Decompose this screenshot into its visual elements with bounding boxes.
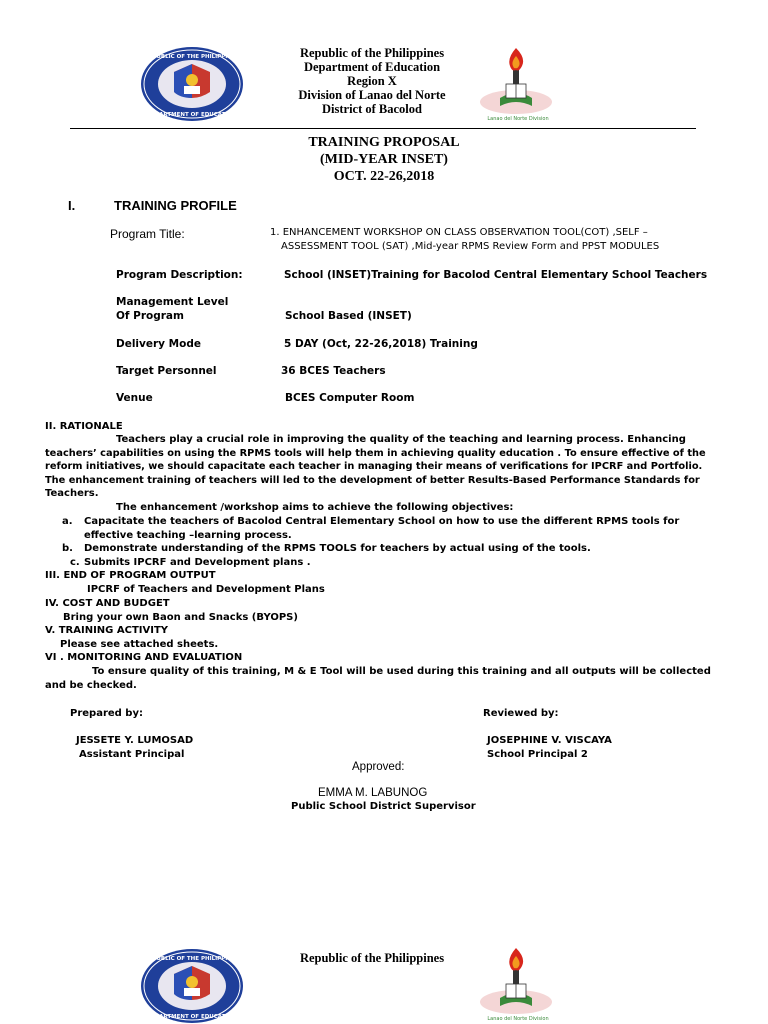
activity-text: Please see attached sheets. bbox=[60, 639, 219, 650]
logo-caption: Lanao del Norte Division bbox=[487, 116, 549, 122]
objective-b: Demonstrate understanding of the RPMS TOOLS for teachers by actual using of the tools. bbox=[84, 543, 591, 554]
venue-label: Venue bbox=[116, 392, 153, 404]
section-training-profile bbox=[68, 198, 237, 213]
rationale-line: The enhancement training of teachers will led to the development of better Results-Based Performance Standards for bbox=[45, 475, 700, 486]
prepared-by-label: Prepared by: bbox=[70, 708, 143, 719]
approved-title: Public School District Supervisor bbox=[291, 801, 476, 812]
seal-text-bottom: DEPARTMENT OF EDUCATION bbox=[147, 1014, 237, 1020]
objective-letter: a. bbox=[62, 516, 73, 527]
output-heading: III. END OF PROGRAM OUTPUT bbox=[45, 570, 216, 581]
monitoring-heading: VI . MONITORING AND EVALUATION bbox=[45, 652, 243, 663]
title-line-3: OCT. 22-26,2018 bbox=[333, 169, 435, 184]
seal-text-bottom: DEPARTMENT OF EDUCATION bbox=[147, 112, 237, 118]
title-line-2: (MID-YEAR INSET) bbox=[320, 152, 448, 167]
output-text: IPCRF of Teachers and Development Plans bbox=[87, 584, 325, 595]
approved-name: EMMA M. LABUNOG bbox=[318, 787, 428, 799]
target-personnel-value: 36 BCES Teachers bbox=[281, 365, 386, 377]
reviewed-by-name: JOSEPHINE V. VISCAYA bbox=[487, 735, 612, 746]
title-line-1: TRAINING PROPOSAL bbox=[308, 135, 460, 150]
objective-letter: c. bbox=[70, 557, 80, 568]
program-title-line-2: ASSESSMENT TOOL (SAT) ,Mid-year RPMS Review Form and PPST MODULES bbox=[281, 241, 660, 252]
delivery-mode-value: 5 DAY (Oct, 22-26,2018) Training bbox=[284, 338, 478, 350]
rationale-line: Teachers play a crucial role in improving the quality of the teaching and learning process. Enhancing bbox=[116, 434, 686, 445]
program-description-value: School (INSET)Training for Bacolod Central Elementary School Teachers bbox=[284, 269, 708, 281]
program-description-label: Program Description: bbox=[116, 269, 243, 281]
objectives-intro: The enhancement /workshop aims to achieve the following objectives: bbox=[116, 502, 514, 513]
venue-value: BCES Computer Room bbox=[285, 392, 415, 404]
section-number: I. bbox=[68, 198, 76, 213]
management-value: School Based (INSET) bbox=[285, 310, 412, 322]
section-heading: TRAINING PROFILE bbox=[114, 198, 237, 213]
rationale-line: reform initiatives, we should capacitate each teacher in managing their means of verifications for IPCRF and Portfolio. bbox=[45, 461, 703, 472]
header-divider bbox=[70, 128, 696, 129]
prepared-by-title: Assistant Principal bbox=[79, 749, 185, 760]
cost-heading: IV. COST AND BUDGET bbox=[45, 598, 170, 609]
letterhead-line: Region X bbox=[347, 74, 397, 88]
activity-heading: V. TRAINING ACTIVITY bbox=[45, 625, 169, 636]
reviewed-by-title: School Principal 2 bbox=[487, 749, 588, 760]
letterhead-line: Republic of the Philippines bbox=[299, 46, 445, 60]
objective-letter: b. bbox=[62, 543, 73, 554]
division-logo-icon bbox=[478, 44, 560, 126]
delivery-mode-label: Delivery Mode bbox=[116, 338, 201, 350]
target-personnel-label: Target Personnel bbox=[116, 365, 217, 377]
program-title-line-1: 1. ENHANCEMENT WORKSHOP ON CLASS OBSERVATION TOOL(COT) ,SELF – bbox=[270, 227, 648, 238]
letterhead-line: Division of Lanao del Norte bbox=[298, 88, 446, 102]
prepared-by-name: JESSETE Y. LUMOSAD bbox=[76, 735, 194, 746]
objective-a-line-2: effective teaching –learning process. bbox=[84, 530, 292, 541]
cost-text: Bring your own Baon and Snacks (BYOPS) bbox=[63, 612, 298, 623]
management-label-2: Of Program bbox=[116, 310, 184, 322]
division-logo-icon bbox=[478, 944, 560, 1024]
seal-text-top: REPUBLIC OF THE PHILIPPINES bbox=[144, 956, 240, 962]
seal-text-top: REPUBLIC OF THE PHILIPPINES bbox=[144, 54, 240, 60]
rationale-heading: II. RATIONALE bbox=[45, 421, 123, 432]
reviewed-by-label: Reviewed by: bbox=[483, 708, 559, 719]
logo-caption: Lanao del Norte Division bbox=[487, 1016, 549, 1022]
objective-a-line-1: Capacitate the teachers of Bacolod Central Elementary School on how to use the different RPMS tools for bbox=[84, 516, 680, 527]
management-label-1: Management Level bbox=[116, 296, 229, 308]
approved-label: Approved: bbox=[352, 761, 405, 773]
letterhead-line: Department of Education bbox=[303, 60, 441, 74]
monitoring-line-2: and be checked. bbox=[45, 680, 137, 691]
rationale-line: teachers’ capabilities on using the RPMS tools will help them in achieving quality education . To ensure effective of the bbox=[45, 448, 706, 459]
letterhead-line: District of Bacolod bbox=[322, 102, 422, 116]
footer-letterhead-line: Republic of the Philippines bbox=[299, 951, 445, 965]
monitoring-line-1: To ensure quality of this training, M & E Tool will be used during this training and all outputs will be collected bbox=[92, 666, 711, 677]
program-title-label: Program Title: bbox=[110, 227, 185, 241]
rationale-line: Teachers. bbox=[45, 488, 99, 499]
objective-c: Submits IPCRF and Development plans . bbox=[84, 557, 311, 568]
